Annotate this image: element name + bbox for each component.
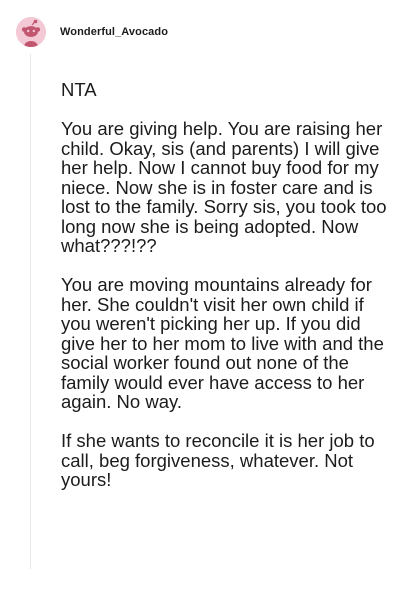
- username[interactable]: Wonderful_Avocado: [60, 26, 169, 38]
- comment-paragraph: NTA: [61, 79, 97, 100]
- reddit-snoo-avatar-icon: [16, 17, 46, 47]
- comment-paragraph: You are giving help. You are raising her child. Okay, sis (and parents) I will give her help. Now I cannot buy food for my niece. Now she is in foster care and is lost to the family. Sorry sis, you took too long now she is being adopted. Now what???!??: [61, 118, 387, 256]
- thread-line[interactable]: [30, 54, 31, 569]
- comment-header: [16, 16, 168, 48]
- comment-paragraph: If she wants to reconcile it is her job to call, beg forgiveness, whatever. Not yours!: [61, 430, 375, 490]
- comment-paragraph: You are moving mountains already for her. She couldn't visit her own child if you weren't picking her up. If you did give her to her mom to live with and the social worker found out none of the family would ever have access to her again. No way.: [61, 274, 384, 412]
- avatar[interactable]: [16, 17, 46, 47]
- comment-body: [61, 80, 391, 490]
